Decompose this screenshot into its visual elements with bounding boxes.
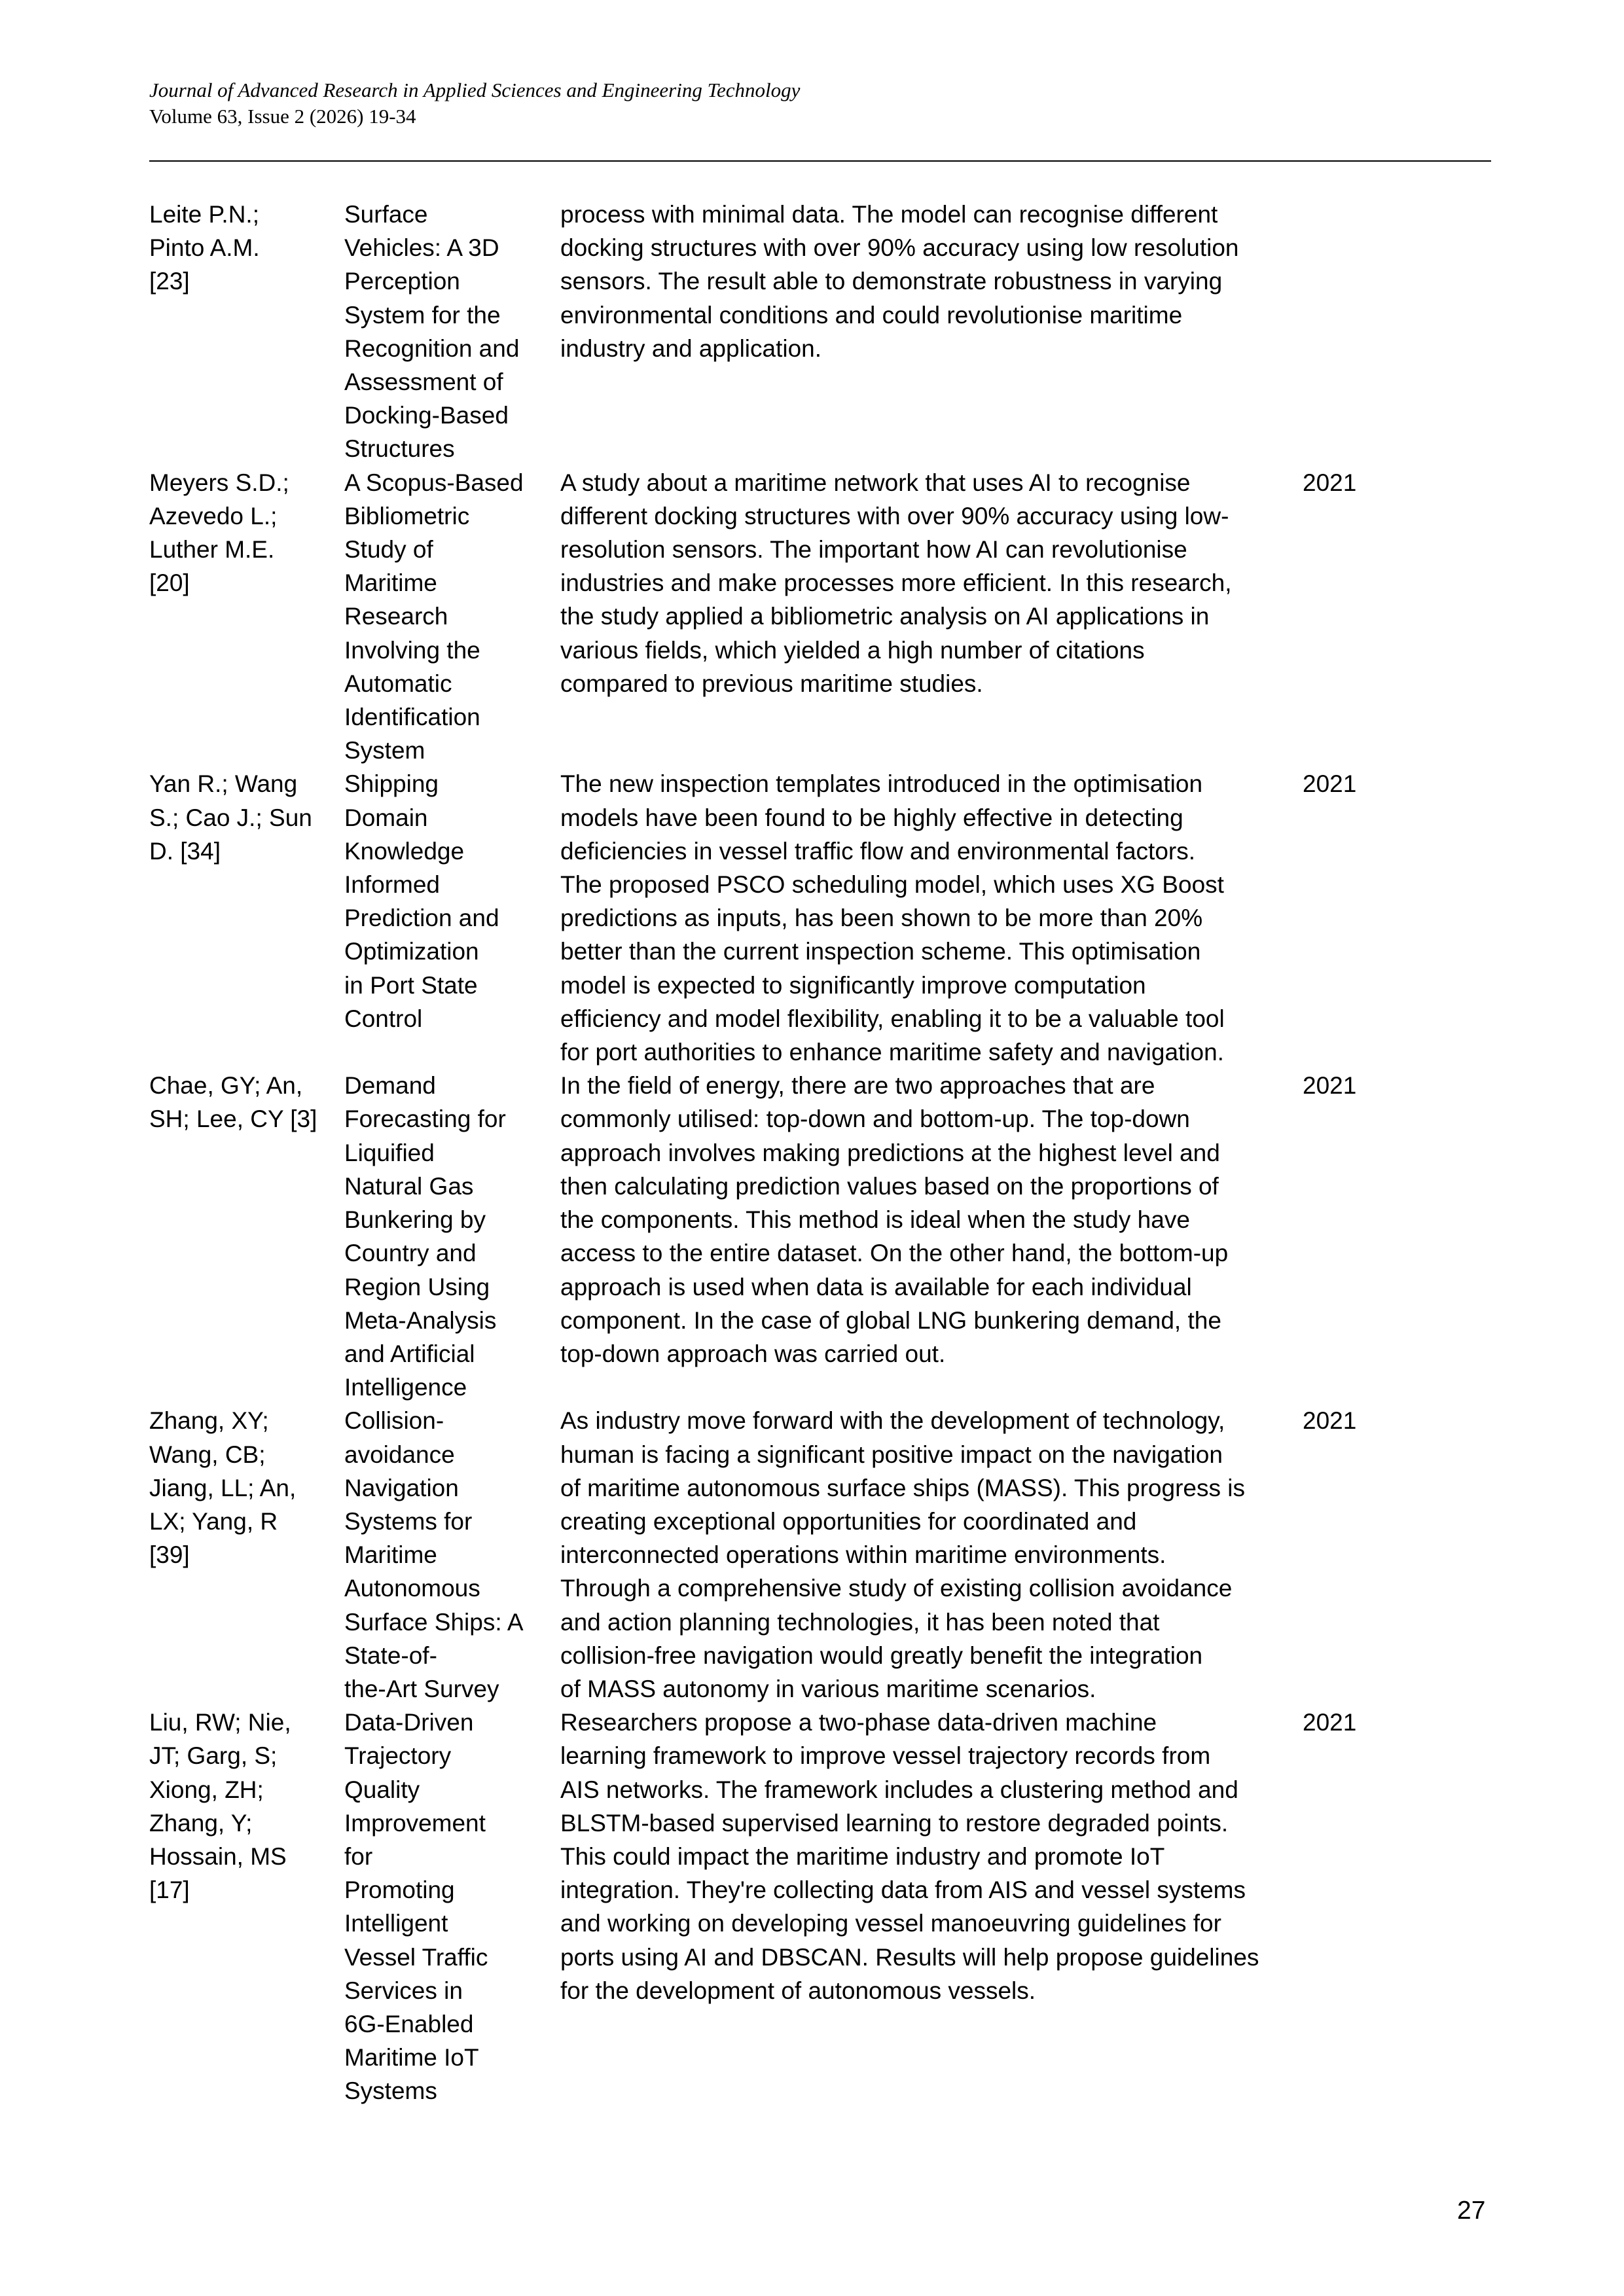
authors-cell: Liu, RW; Nie, JT; Garg, S; Xiong, ZH; Zhang, Y; Hossain, MS [17]	[149, 1709, 291, 1904]
year-cell: 2021	[1303, 469, 1357, 496]
summary-cell: The new inspection templates introduced in the optimisation models have been found to be highly effective in detecting deficiencies in vessel traffic flow and environmental factors. The proposed PSCO scheduling model, which uses XG Boost predictions as inputs, has been shown to be more than 20% better than the current inspection scheme. This optimisation model is expected to significantly improve computation efficiency and model flexibility, enabling it to be a valuable tool for port authorities to enhance maritime safety and navigation.	[560, 770, 1225, 1066]
summary-cell: process with minimal data. The model can recognise different docking structures with over 90% accuracy using low resolution sensors. The result able to demonstrate robustness in varying environmental conditions and could revolutionise maritime industry and application.	[560, 201, 1239, 362]
title-cell: Surface Vehicles: A 3D Perception System for the Recognition and Assessment of Docking-Based Structures	[344, 201, 520, 463]
journal-title: Journal of Advanced Research in Applied Sciences and Engineering Technology	[149, 79, 801, 101]
page-number: 27	[1457, 2197, 1486, 2225]
literature-table	[149, 198, 1491, 2108]
title-cell: Shipping Domain Knowledge Informed Prediction and Optimization in Port State Control	[344, 770, 499, 1032]
year-cell: 2021	[1303, 770, 1357, 798]
authors-cell: Chae, GY; An, SH; Lee, CY [3]	[149, 1072, 317, 1133]
table-row	[149, 1069, 1491, 1404]
year-cell: 2021	[1303, 1407, 1357, 1435]
title-cell: Collision- avoidance Navigation Systems for Maritime Autonomous Surface Ships: A State-of- the-Art Survey	[344, 1407, 524, 1702]
authors-cell: Meyers S.D.; Azevedo L.; Luther M.E. [20]	[149, 469, 289, 597]
table-row	[149, 1404, 1491, 1706]
summary-cell: A study about a maritime network that uses AI to recognise different docking structures with over 90% accuracy using low- resolution sensors. The important how AI can revolutionise industries and make processes more efficient. In this research, the study applied a bibliometric analysis on AI applications in various fields, which yielded a high number of citations compared to previous maritime studies.	[560, 469, 1232, 697]
authors-cell: Zhang, XY; Wang, CB; Jiang, LL; An, LX; Yang, R [39]	[149, 1407, 297, 1569]
summary-cell: As industry move forward with the development of technology, human is facing a significant positive impact on the navigation of maritime autonomous surface ships (MASS). This progress is creating exceptional opportunities for coordinated and interconnected operations within maritime environments. Through a comprehensive study of existing collision avoidance and action planning technologies, it has been noted that collision-free navigation would greatly benefit the integration of MASS autonomy in various maritime scenarios.	[560, 1407, 1245, 1702]
header-divider	[149, 160, 1491, 162]
title-cell: Data-Driven Trajectory Quality Improvement for Promoting Intelligent Vessel Traffic Services in 6G-Enabled Maritime IoT Systems	[344, 1709, 488, 2105]
table-row	[149, 1706, 1491, 2108]
table-row	[149, 767, 1491, 1069]
summary-cell: In the field of energy, there are two approaches that are commonly utilised: top-down and bottom-up. The top-down approach involves making predictions at the highest level and then calculating prediction values based on the proportions of the components. This method is ideal when the study have access to the entire dataset. On the other hand, the bottom-up approach is used when data is available for each individual component. In the case of global LNG bunkering demand, the top-down approach was carried out.	[560, 1072, 1229, 1367]
authors-cell: Yan R.; Wang S.; Cao J.; Sun D. [34]	[149, 770, 312, 865]
summary-cell: Researchers propose a two-phase data-driven machine learning framework to improve vessel trajectory records from AIS networks. The framework includes a clustering method and BLSTM-based supervised learning to restore degraded points. This could impact the maritime industry and promote IoT integration. They're collecting data from AIS and vessel systems and working on developing vessel manoeuvring guidelines for ports using AI and DBSCAN. Results will help propose guidelines for the development of autonomous vessels.	[560, 1709, 1259, 2004]
table-row	[149, 466, 1491, 768]
running-header	[149, 77, 800, 130]
year-cell: 2021	[1303, 1072, 1357, 1100]
table-row	[149, 198, 1491, 466]
authors-cell: Leite P.N.; Pinto A.M. [23]	[149, 201, 260, 295]
volume-issue: Volume 63, Issue 2 (2026) 19-34	[149, 105, 416, 128]
year-cell: 2021	[1303, 1709, 1357, 1736]
title-cell: A Scopus-Based Bibliometric Study of Maritime Research Involving the Automatic Identification System	[344, 469, 524, 764]
title-cell: Demand Forecasting for Liquified Natural Gas Bunkering by Country and Region Using Meta-Analysis and Artificial Intelligence	[344, 1072, 506, 1401]
